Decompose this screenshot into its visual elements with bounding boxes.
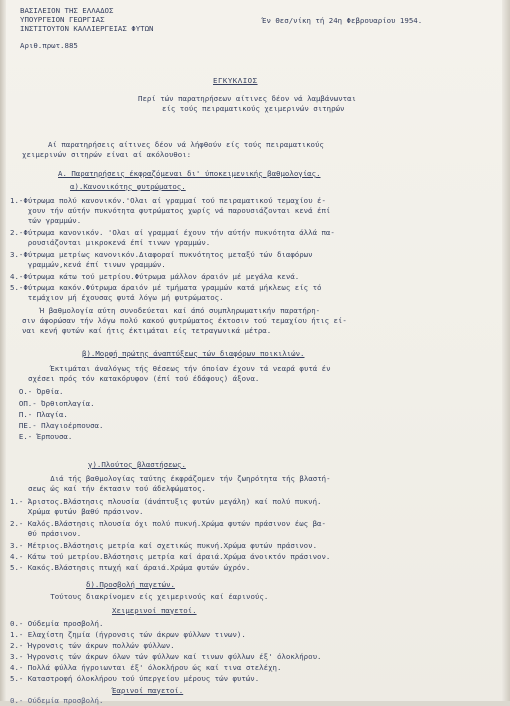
section-a-b-heading: β).Μορφή πρώτης άναπτύξεως τών διαφόρων ποικιλιών. (82, 349, 305, 358)
list-item: 4.- Πολλά φύλλα ήγροιωνται έξ' όλοκλήρου ώς καί τινα στελέχη. (10, 663, 282, 672)
list-item: 1.- Ελαχίστη ζημία (ήγρονσις τών άκρων φύλλων τινων). (10, 630, 246, 639)
subject-line-2: είς τούς πειραματικούς χειμερινών σιτηρών (162, 104, 345, 113)
paper-edge-shadow (502, 0, 510, 701)
list-item: 2.-Φύτρωμα κανονικόν. 'Ολαι αί γραμμαί έχουν τήν αύτήν πυκνότητα άλλά πα- (10, 228, 335, 237)
list-item: Ο.- Όρθία. (10, 387, 64, 396)
list-item: ΠΕ.- Πλαγιοέρπουσα. (10, 421, 104, 430)
document-date: Έν Θεσ/νίκη τή 24η Φεβρουαρίου 1954. (262, 16, 423, 25)
paper-fold-shadow (0, 0, 6, 701)
list-item: 2.- Καλός.Βλάστησις πλουσία όχι πολύ πυκνή.Χρώμα φυτών πράσινον έως βα- (10, 519, 326, 528)
list-item: 1.- Άριστος.Βλάστησις πλουσία (άνάπτυξις φυτών μεγάλη) καί πολύ πυκνή. (10, 497, 322, 506)
subject-line-1: Περί τών παρατηρήσεων αίτινες δέον νά λαμβάνωνται (138, 94, 357, 103)
list-item: τών γραμμών. (10, 216, 82, 225)
section-a-c-heading: γ).Πλούτος βλαστήσεως. (88, 460, 186, 469)
list-item: 2.- Ήγρονσις τών άκρων πολλών φύλλων. (10, 641, 175, 650)
note-line: Ή βαθμολογία αύτη συνοδεύεται καί άπό συμπληρωματικήν παρατήρη- (22, 306, 321, 315)
list-item: θύ πράσινον. (10, 529, 82, 538)
section-a-a-heading: α).Κανονικότης φυτρώματος. (70, 182, 186, 191)
note-line: σεως ώς καί τήν έκτασιν τού άδελφώματος. (28, 484, 206, 493)
list-item: γραμμών,κενά έπί τινων γραμμών. (10, 260, 166, 269)
note-line: Έκτιμάται άναλόγως τής θέσεως τήν όποίαν έχουν τά νεαρά φυτά έν (28, 364, 331, 373)
list-item: χουν τήν αύτήν πυκνότητα φυτρώματος χωρίς νά παρουσιάζονται κενά έπί (10, 206, 331, 215)
list-item: 0.- Ούδεμία προσβολή. (10, 696, 104, 705)
note-line: Τούτους διακρίνομεν είς χειμερινούς καί έαρινούς. (28, 592, 269, 601)
header-institute: ΙΝΣΤΙΤΟΥΤΟΝ ΚΑΛΛΙΕΡΓΕΙΑΣ ΦΥΤΩΝ (20, 24, 154, 33)
protocol-number: Αριθ.πρωτ.885 (20, 41, 78, 50)
intro-line-1: Αί παρατηρήσεις αίτινες δέον νά λήφθούν είς τούς πειραματικούς (48, 140, 324, 149)
intro-line-2: χειμερινών σιτηρών είναι αί ακόλουθοι: (22, 150, 192, 159)
header-ministry: ΥΠΟΥΡΓΕΙΟΝ ΓΕΩΡΓΙΑΣ (20, 15, 105, 24)
list-item: Ε.- Έρπουσα. (10, 432, 73, 441)
list-item: 3.- Ήγρονσις τών άκρων όλων τών φύλλων καί τινων φύλλων έξ' όλοκλήρου. (10, 652, 322, 661)
list-item: 5.- Κακός.Βλάστησις πτωχή καί άραιά.Χρώμα φυτών ώχρόν. (10, 563, 251, 572)
list-item: 5.- Καταστροφή όλοκλήρου τού ύπεργείου μέρους τών φυτών. (10, 674, 260, 683)
note-line: σχέσει πρός τόν κατακόρυφον (έπί τού έδάφους) άξονα. (28, 374, 260, 383)
list-item: ρουσιάζονται μικροκενά έπί τινων γραμμών. (10, 238, 211, 247)
list-item: 3.-Φύτρωμα μετρίως κανονικόν.Διαφοραί πυκνότητος μεταξύ τών διαφόρων (10, 250, 313, 259)
section-a-heading: Α. Παρατηρήσεις έκφραζόμεναι δι' ύποκειμενικής βαθμολογίας. (58, 169, 321, 178)
list-item: 5.-Φύτρωμα κακόν.Φύτρωμα άραιόν μέ τμήματα γραμμών κατά μήκλεως είς τό (10, 283, 322, 292)
list-item: 0.- Ούδεμία προσβολή. (10, 619, 104, 628)
list-item: Π.- Πλαγία. (10, 410, 68, 419)
list-item: 3.- Μέτριος.Βλάστησις μετρία καί σχετικώς πυκνή.Χρώμα φυτών πράσινον. (10, 541, 318, 550)
winter-frost-heading: Χειμερινοί παγετοί. (112, 606, 197, 615)
note-line: σιν άφορώσαν τήν λόγω πολύ κακού φυτρώματος έκτοσιν τού τεμαχίου ήτις εί- (22, 316, 347, 325)
list-item: ΟΠ.- Όρθιοπλαγία. (10, 399, 95, 408)
note-line: ναι κενή φυτών καί ήτις έκτιμάται είς τετραγωνικά μέτρα. (22, 326, 272, 335)
list-item: 4.- Κάτω τού μετρίου.Βλάστησις μετρία καί άραιά.Χρώμα άνοικτόν πράσινον. (10, 552, 331, 561)
spring-frost-heading: Έαρινοί παγετοί. (112, 686, 184, 695)
header-kingdom: ΒΑΣΙΛΕΙΟΝ ΤΗΣ ΕΛΛΑΔΟΣ (20, 6, 114, 15)
list-item: τεμάχιον μή έχουσας φυτά λόγω μή φυτρώματος. (10, 293, 224, 302)
document-type: ΕΓΚΥΚΛΙΟΣ (213, 76, 258, 85)
list-item: Χρώμα φυτών βαθύ πράσινον. (10, 507, 144, 516)
note-line: Διά τής βαθμολογίας ταύτης έκφράζομεν τήν ζωηρότητα τής βλαστή- (28, 474, 331, 483)
list-item: 1.-Φύτρωμα πολύ κανονικόν.'Ολαι αί γραμμαί τού πειραματικού τεμαχίου έ- (10, 196, 326, 205)
section-a-d-heading: δ).Προσβολή παγετών. (86, 580, 175, 589)
list-item: 4.-Φύτρωμα κάτω τού μετρίου.Φύτρωμα μάλλον άραιόν μέ μεγάλα κενά. (10, 272, 300, 281)
